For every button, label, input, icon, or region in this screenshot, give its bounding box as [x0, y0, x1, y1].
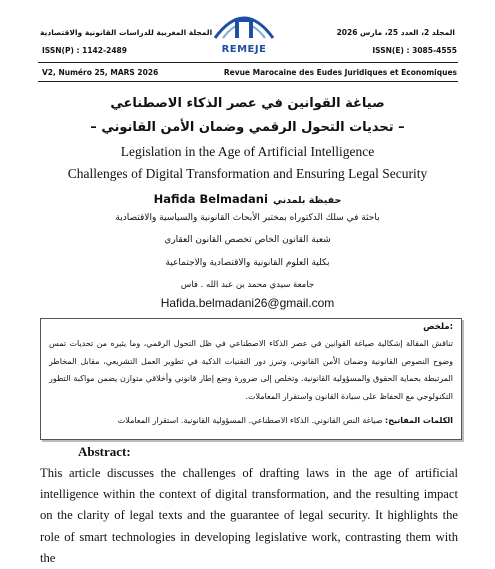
header-issn-electronic: ISSN(E) : 3085-4555 [372, 46, 457, 55]
header-journal-ar: المجلة المغربية للدراسات القانونية والاقتصادية [40, 28, 213, 37]
title-ar-line2: – تحديات التحول الرقمي وضمان الأمن القانوني – [90, 120, 405, 135]
arabic-summary-box [40, 318, 462, 440]
author-affiliation-1: باحثة في سلك الدكتوراه بمختبر الأبحاث القانونية والسياسية والاقتصادية [115, 213, 380, 223]
author-name-ar: حفيظة بلمدني [273, 195, 342, 206]
header-volume-ar: المجلد 2، العدد 25، مارس 2026 [336, 28, 455, 37]
summary-text: تناقش المقالة إشكالية صياغة القوانين في عصر الذكاء الاصطناعي في ظل التحول الرقمي، وما يثيره من تحديات تمس وضوح النصوص القانونية وضمان الأمن القانوني، وتبرز دور التقنيات الذكية في تطوير العمل التشريعي، مقابل المخاطر المرتبطة بحماية الحقوق والمسؤولية القانونية. وتخلص إلى ضرورة وضع إطار قانوني وأخلاقي متوازن يضمن مواكبة التطور التكنولوجي مع الحفاظ على سيادة القانون واستقرار المعاملات. [49, 339, 453, 401]
logo-text: REMEJE [221, 44, 267, 55]
header-issn-print: ISSN(P) : 1142-2489 [42, 46, 127, 55]
header-volume-fr: V2, Numéro 25, MARS 2026 [42, 68, 159, 77]
author-email[interactable]: Hafida.belmadani26@gmail.com [160, 296, 335, 310]
header-journal-fr: Revue Marocaine des Eudes Juridiques et Economiques [223, 68, 457, 77]
abstract-text: This article discusses the challenges of drafting laws in the age of artificial intelligence within the context of digital transformation, and the resulting impact on the clarity of legal texts and the guarantee of legal security. It highlights the role of smart technologies in developing legislative work, contrasting them with the [40, 466, 458, 565]
header-rule-bottom [38, 81, 458, 82]
abstract-title: Abstract: [78, 444, 131, 459]
author-affiliation-2: شعبة القانون الخاص تخصص القانون العقاري [164, 235, 331, 245]
title-en-line2: Challenges of Digital Transformation and Ensuring Legal Security [67, 166, 428, 181]
header-rule-top [38, 62, 458, 63]
journal-logo [205, 4, 283, 56]
title-en-line1: Legislation in the Age of Artificial Intelligence [120, 144, 375, 159]
keywords-text: صياغة النص القانوني. الذكاء الاصطناعي. المسؤولية القانونية. استقرار المعاملات [117, 416, 383, 425]
summary-label: ملخص: [423, 322, 453, 332]
journal-header [0, 0, 495, 92]
author-line [0, 188, 495, 207]
keywords-line [49, 416, 453, 425]
logo-emblem-icon [205, 4, 283, 44]
author-affiliation-3: بكلية العلوم القانونية والاقتصادية والاجتماعية [165, 258, 330, 268]
title-ar-line1: صياغة القوانين في عصر الذكاء الاصطناعي [110, 96, 385, 111]
author-name-en: Hafida Belmadani [153, 192, 268, 206]
keywords-label: الكلمات المفاتيح: [385, 416, 453, 425]
author-affiliation-4: جامعة سيدي محمد بن عبد الله . فاس [180, 280, 315, 290]
